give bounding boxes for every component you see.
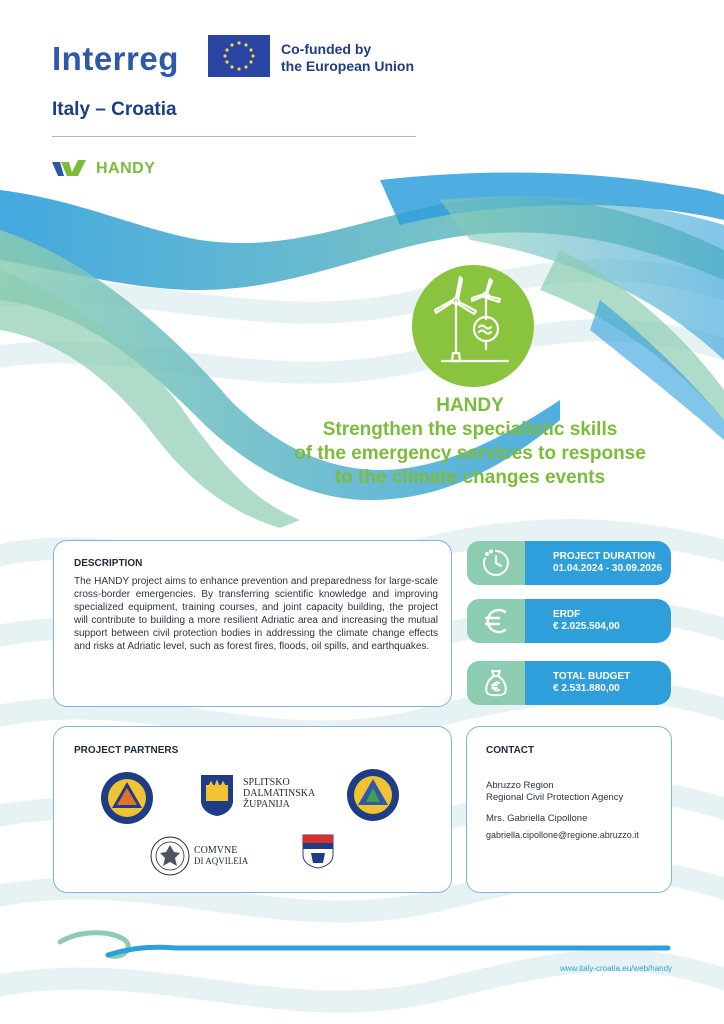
handy-logo-icon (52, 158, 88, 178)
stat-value: € 2.025.504,00 (553, 621, 620, 632)
comune-aquileia-name (194, 845, 248, 867)
contact-email[interactable]: gabriella.cipollone@regione.abruzzo.it (486, 830, 639, 840)
region-title: Italy – Croatia (52, 99, 177, 120)
stat-label: TOTAL BUDGET (553, 671, 631, 682)
project-name: HANDY (96, 160, 156, 177)
split-line-2: DALMATINSKA (243, 788, 316, 799)
description-card (53, 540, 452, 707)
description-title: DESCRIPTION (74, 558, 143, 569)
contact-person: Mrs. Gabriella Cipollone (486, 813, 588, 824)
wind-turbines-icon (412, 265, 534, 387)
money-bag-icon (467, 661, 525, 705)
stat-value: € 2.531.880,00 (553, 683, 620, 694)
description-text: The HANDY project aims to enhance prevention and preparedness for large-scale cross-border emergencies. By transferring scientific knowledge and improving specialized equipment, training courses, and joint capacity building, the project will contribute to building a more resilient Adriatic area and increasing the mutual support between civil protection bodies in addressing the climate change effects and risks at Adriatic level, such as forest fires, floods, oil spills, and earthquakes. (74, 576, 438, 652)
protezione-civile-puglia-logo (99, 770, 155, 826)
splitsko-dalmatinska-name (243, 777, 315, 810)
euro-icon (467, 599, 525, 643)
cofunded-line-1: Co-funded by (281, 41, 372, 57)
splitsko-dalmatinska-coat-of-arms (199, 773, 235, 817)
footer-url-link[interactable]: www.italy-croatia.eu/web/handy (560, 964, 673, 973)
stat-total-budget (467, 661, 671, 705)
stat-value: 01.04.2024 - 30.09.2026 (553, 563, 662, 574)
eu-flag-icon (208, 35, 270, 77)
stat-label: PROJECT DURATION (553, 551, 656, 562)
clock-icon (467, 541, 525, 585)
hero-title-line-4: to the climate changes events (334, 467, 606, 488)
interreg-logo: Interreg (52, 40, 179, 77)
hero-title-line-3: of the emergency services to response (294, 443, 646, 464)
split-line-3: ŽUPANIJA (243, 799, 290, 810)
header-divider (52, 136, 416, 137)
contact-org-line-1: Abruzzo Region (486, 780, 554, 791)
hero-title-line-1: HANDY (436, 395, 504, 416)
contact-org-line-2: Regional Civil Protection Agency (486, 792, 624, 803)
partners-title: PROJECT PARTNERS (74, 745, 179, 756)
stat-erdf (467, 599, 671, 643)
stat-value-box (525, 599, 671, 643)
protezione-civile-abruzzo-logo (346, 768, 400, 822)
hero-title-line-2: Strengthen the specialistic skills (322, 419, 618, 440)
stat-project-duration (467, 541, 671, 585)
dubrovacko-neretvanska-coat-of-arms (301, 833, 335, 869)
contact-card (466, 726, 672, 893)
cofunded-text (281, 41, 414, 75)
stat-value-box (525, 541, 671, 585)
stat-value-box (525, 661, 671, 705)
cofunded-line-2: the European Union (281, 58, 414, 74)
split-line-1: SPLITSKO (243, 777, 290, 788)
contact-title: CONTACT (486, 745, 535, 756)
aquileia-line-2: DI AQVILEIA (194, 856, 249, 866)
hero-title (200, 394, 724, 490)
stat-label: ERDF (553, 609, 581, 620)
comune-aquileia-seal (150, 836, 190, 876)
partners-card (53, 726, 452, 893)
aquileia-line-1: COMVNE (194, 845, 238, 856)
